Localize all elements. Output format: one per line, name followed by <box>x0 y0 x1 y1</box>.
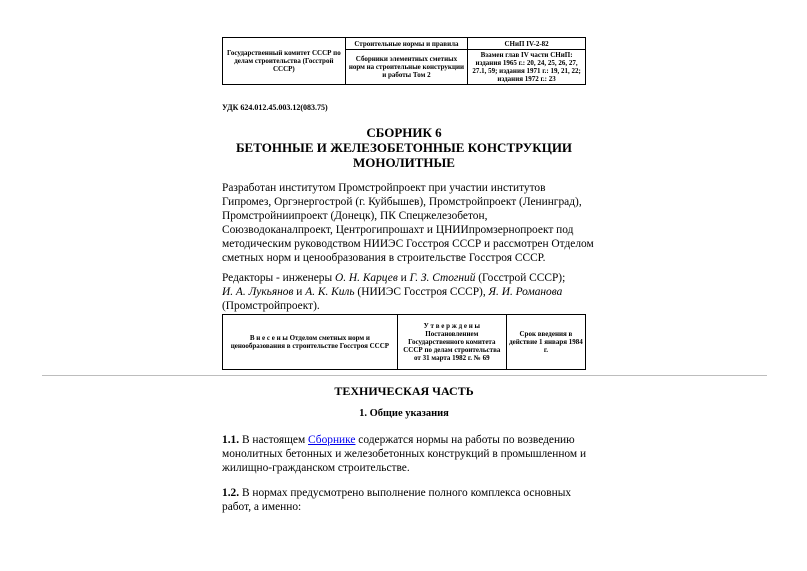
replacement-cell: Взамен глав IV части СНиП: издания 1965 г.: 20, 24, 25, 26, 27, 27.1, 59; издания 1971 г.: 19, 21, 22; издания 1972 г.: 23 <box>468 50 586 85</box>
item-1-1-paragraph <box>222 433 594 475</box>
editors-org: (НИИЭС Госстроя СССР), <box>354 286 489 298</box>
editors-conj: и <box>397 272 410 284</box>
editor-name: И. А. Лукьянов <box>222 286 294 298</box>
item-number: 1.1. <box>222 434 240 446</box>
title-line-2: БЕТОННЫЕ И ЖЕЛЕЗОБЕТОННЫЕ КОНСТРУКЦИИ <box>235 140 573 155</box>
norms-title-cell: Строительные нормы и правила <box>345 38 467 50</box>
code-cell: СНиП IV-2-82 <box>468 38 586 50</box>
approved-cell: У т в е р ж д е н ы Постановлением Государственного комитета СССР по делам строительства от 31 марта 1982 г. № 69 <box>397 315 506 370</box>
item-text: В настоящем <box>239 434 309 446</box>
editors-org: (Промстройпроект). <box>222 300 320 312</box>
collection-cell: Сборники элементных сметных норм на строительные конструкции и работы Том 2 <box>345 50 467 85</box>
item-text: В нормах предусмотрено выполнение полного комплекса основных работ, а именно: <box>222 487 572 513</box>
udk-code: УДК 624.012.45.003.12(083.75) <box>222 103 328 112</box>
developed-by-paragraph: Разработан институтом Промстройпроект при участии институтов Гипромез, Оргэнергострой (г. Куйбышев), Промстройпроект (Ленинград), Промстройниипроект (Донецк), ПК Спецжелезобетон, Союзводоканалпроект, Центрогипрошахт и ЦНИИпромзернопроект под методическим руководством НИИЭС Госстроя СССР и рассмотрен Отделом сметных норм и ценообразования в строительстве Госстроя СССР. <box>222 182 594 264</box>
item-number: 1.2. <box>222 487 240 499</box>
technical-part-heading: ТЕХНИЧЕСКАЯ ЧАСТЬ <box>334 384 474 398</box>
editor-name: Г. З. Стогний <box>409 272 476 284</box>
editor-name: О. Н. Карцев <box>335 272 398 284</box>
editors-prefix: Редакторы - инженеры <box>222 272 335 284</box>
title-line-3: МОНОЛИТНЫЕ <box>353 155 455 170</box>
editor-name: Я. И. Романова <box>488 286 563 298</box>
item-1-2-paragraph <box>222 486 594 514</box>
item-text: содержатся нормы на работы по возведению монолитных бетонных и железобетонных конструкций в промышленном и жилищно-гражданском строительстве. <box>222 434 587 474</box>
approval-table <box>222 314 586 370</box>
section-divider <box>42 375 767 376</box>
editors-conj: и <box>293 286 306 298</box>
editor-name: А. К. Киль <box>305 286 355 298</box>
editors-org: (Госстрой СССР); <box>475 272 566 284</box>
editors-paragraph <box>222 271 594 313</box>
effective-date-cell: Срок введения в действие 1 января 1984 г. <box>506 315 585 370</box>
header-table <box>222 37 586 85</box>
document-title <box>222 125 586 170</box>
collection-link[interactable]: Сборнике <box>308 434 356 446</box>
introduced-cell: В н е с е н ы Отделом сметных норм и ценообразования в строительстве Госстроя СССР <box>223 315 398 370</box>
section-heading: 1. Общие указания <box>359 408 449 419</box>
org-cell: Государственный комитет СССР по делам строительства (Госстрой СССР) <box>223 38 346 85</box>
title-line-1: СБОРНИК 6 <box>366 125 442 140</box>
